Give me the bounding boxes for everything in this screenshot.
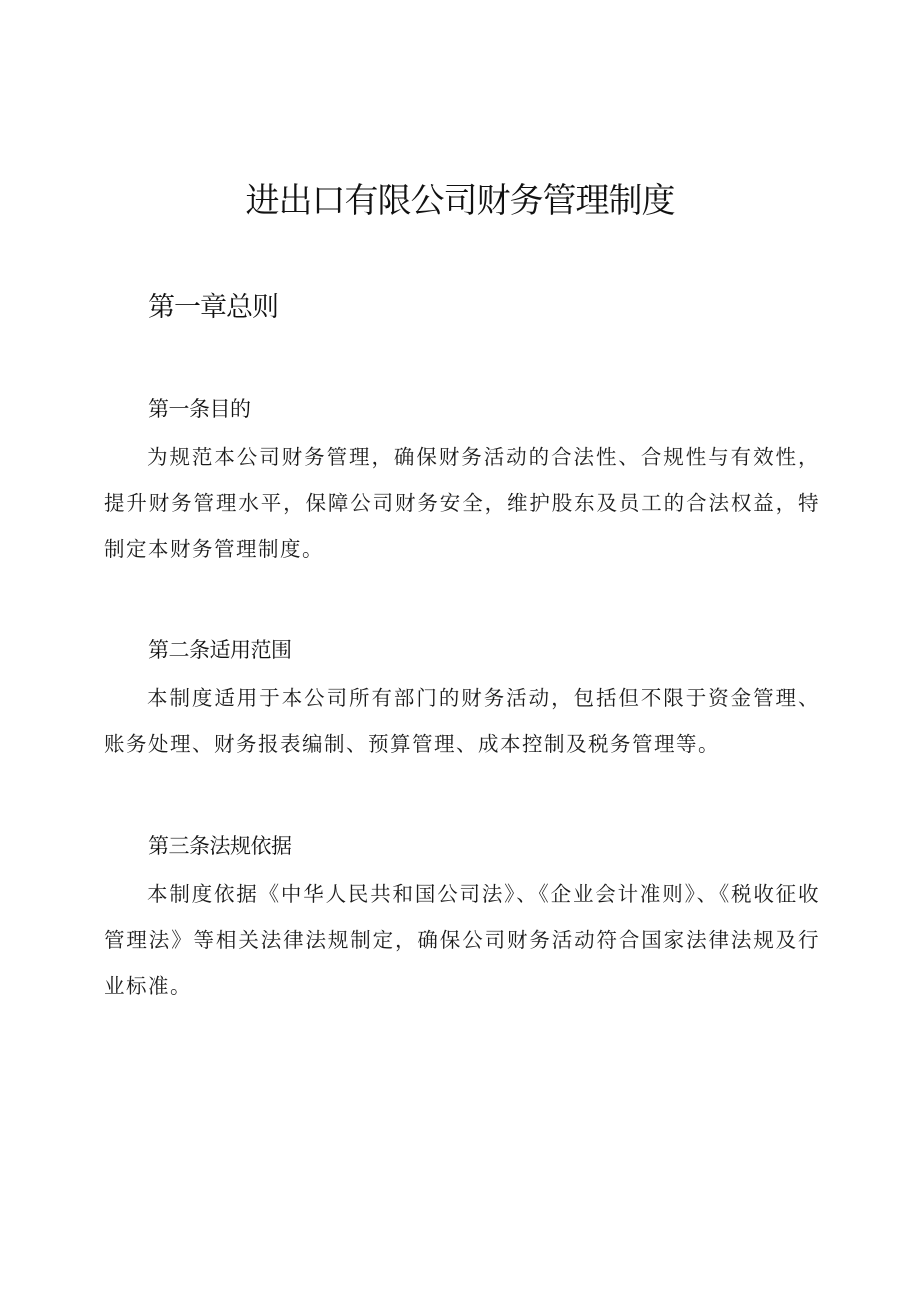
document-title: 进出口有限公司财务管理制度 xyxy=(245,181,675,221)
article-1-body: 为规范本公司财务管理，确保财务活动的合法性、合规性与有效性，提升财务管理水平，保障公司财务安全，维护股东及员工的合法权益，特制定本财务管理制度。 xyxy=(104,445,820,561)
article-2-body: 本制度适用于本公司所有部门的财务活动，包括但不限于资金管理、账务处理、财务报表编制、预算管理、成本控制及税务管理等。 xyxy=(104,686,820,756)
article-2-heading: 第二条适用范围 xyxy=(148,638,292,662)
article-1-heading: 第一条目的 xyxy=(148,397,251,421)
article-3-body: 本制度依据《中华人民共和国公司法》、《企业会计准则》、《税收征收管理法》等相关法律法规制定，确保公司财务活动符合国家法律法规及行业标准。 xyxy=(104,882,820,998)
chapter-title: 第一章总则 xyxy=(148,292,278,323)
article-3-heading: 第三条法规依据 xyxy=(148,834,292,858)
